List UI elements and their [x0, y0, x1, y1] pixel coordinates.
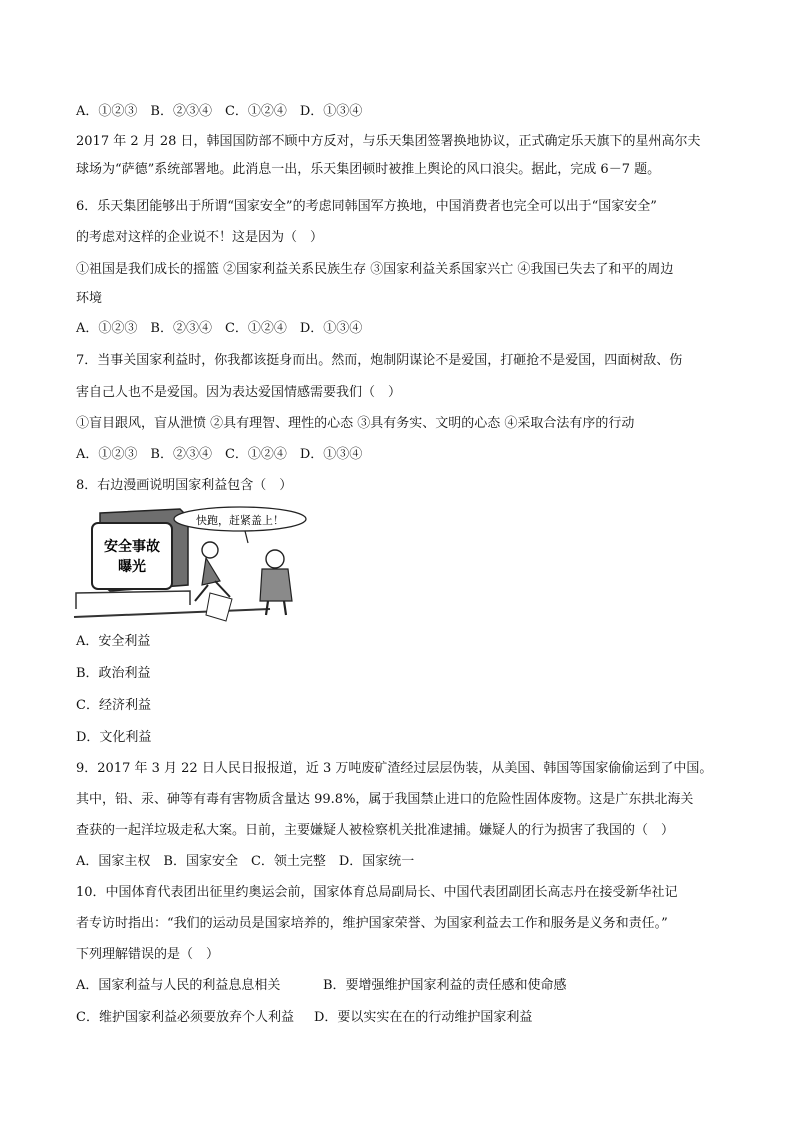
line-q5-options: A．①②③ B．②③④ C．①②④ D．①③④ [76, 104, 363, 119]
tv-screen [92, 523, 172, 589]
paper-sheet [206, 593, 232, 621]
line-intro-1: 2017 年 2 月 28 日，韩国国防部不顾中方反对，与乐天集团签署换地协议，正式确定乐天旗下的星州高尔夫 [76, 134, 701, 149]
ground-line [74, 609, 270, 617]
boss-body [260, 569, 292, 601]
line-q6-stem-2: 的考虑对这样的企业说不！这是因为（ ） [76, 230, 324, 245]
option-d: D．文化利益 [76, 730, 152, 745]
tv-base [76, 591, 190, 609]
q10-option-c: C．维护国家利益必须要放弃个人利益 [76, 1010, 294, 1025]
line-q6-stem-1: 6．乐天集团能够出于所谓“国家安全”的考虑同韩国军方换地，中国消费者也完全可以出于“国家安全” [76, 199, 657, 214]
line-q7-stem-2: 害自己人也不是爱国。因为表达爱国情感需要我们（ ） [76, 385, 402, 400]
line-intro-2: 球场为“萨德”系统部署地。此消息一出，乐天集团顿时被推上舆论的风口浪尖。据此，完成 6－7 题。 [76, 162, 661, 177]
line-q9-options: A．国家主权 B．国家安全 C．领土完整 D．国家统一 [76, 854, 415, 869]
line-q9-stem-2: 其中，铅、汞、砷等有毒有害物质含量达 99.8%，属于我国禁止进口的危险性固体废物。这是广东拱北海关 [76, 792, 694, 807]
line-q10-stem-1: 10．中国体育代表团出征里约奥运会前，国家体育总局副局长、中国代表团副团长高志丹在接受新华社记 [76, 885, 678, 900]
line-q7-stem-1: 7．当事关国家利益时，你我都该挺身而出。然而，炮制阴谋论不是爱国，打砸抢不是爱国，四面树敌、伤 [76, 353, 683, 368]
q10-option-b: B．要增强维护国家利益的责任感和使命感 [323, 978, 567, 993]
option-a: A．安全利益 [76, 634, 151, 649]
speech-tail [245, 531, 248, 543]
line-q6-options: A．①②③ B．②③④ C．①②④ D．①③④ [76, 321, 363, 336]
speech-text: 快跑，赶紧盖上！ [196, 514, 284, 527]
line-q9-stem-3: 查获的一起洋垃圾走私大案。日前，主要嫌疑人被检察机关批准逮捕。嫌疑人的行为损害了我国的（ ） [76, 823, 675, 838]
line-q6-items-1: ①祖国是我们成长的摇篮 ②国家利益关系民族生存 ③国家利益关系国家兴亡 ④我国已失去了和平的周边 [76, 262, 674, 277]
option-c: C．经济利益 [76, 698, 151, 713]
line-q7-items: ①盲目跟风，盲从泄愤 ②具有理智、理性的心态 ③具有务实、文明的心态 ④采取合法有序的行动 [76, 416, 635, 431]
boss-head [266, 550, 284, 568]
cartoon-image [70, 505, 315, 625]
line-q9-stem-1: 9．2017 年 3 月 22 日人民日报报道，近 3 万吨废矿渣经过层层伪装，从美国、韩国等国家偷偷运到了中国。 [76, 761, 713, 776]
line-q7-options: A．①②③ B．②③④ C．①②④ D．①③④ [76, 447, 363, 462]
runner-body [202, 558, 220, 585]
line-q10-stem-3: 下列理解错误的是（ ） [76, 947, 220, 962]
option-b: B．政治利益 [76, 666, 151, 681]
q10-option-a: A．国家利益与人民的利益息息相关 [76, 978, 281, 993]
tv-screen-text-2: 曝光 [118, 559, 146, 575]
tv-screen-text-1: 安全事故 [104, 539, 160, 555]
line-q10-stem-2: 者专访时指出：“我们的运动员是国家培养的，维护国家荣誉、为国家利益去工作和服务是义务和责任。” [76, 916, 668, 931]
line-q6-items-2: 环境 [76, 291, 103, 306]
boss-legs [266, 601, 286, 615]
runner-head [202, 542, 218, 558]
q10-option-d: D．要以实实在在的行动维护国家利益 [314, 1010, 533, 1025]
line-q8-stem: 8．右边漫画说明国家利益包含（ ） [76, 478, 293, 493]
